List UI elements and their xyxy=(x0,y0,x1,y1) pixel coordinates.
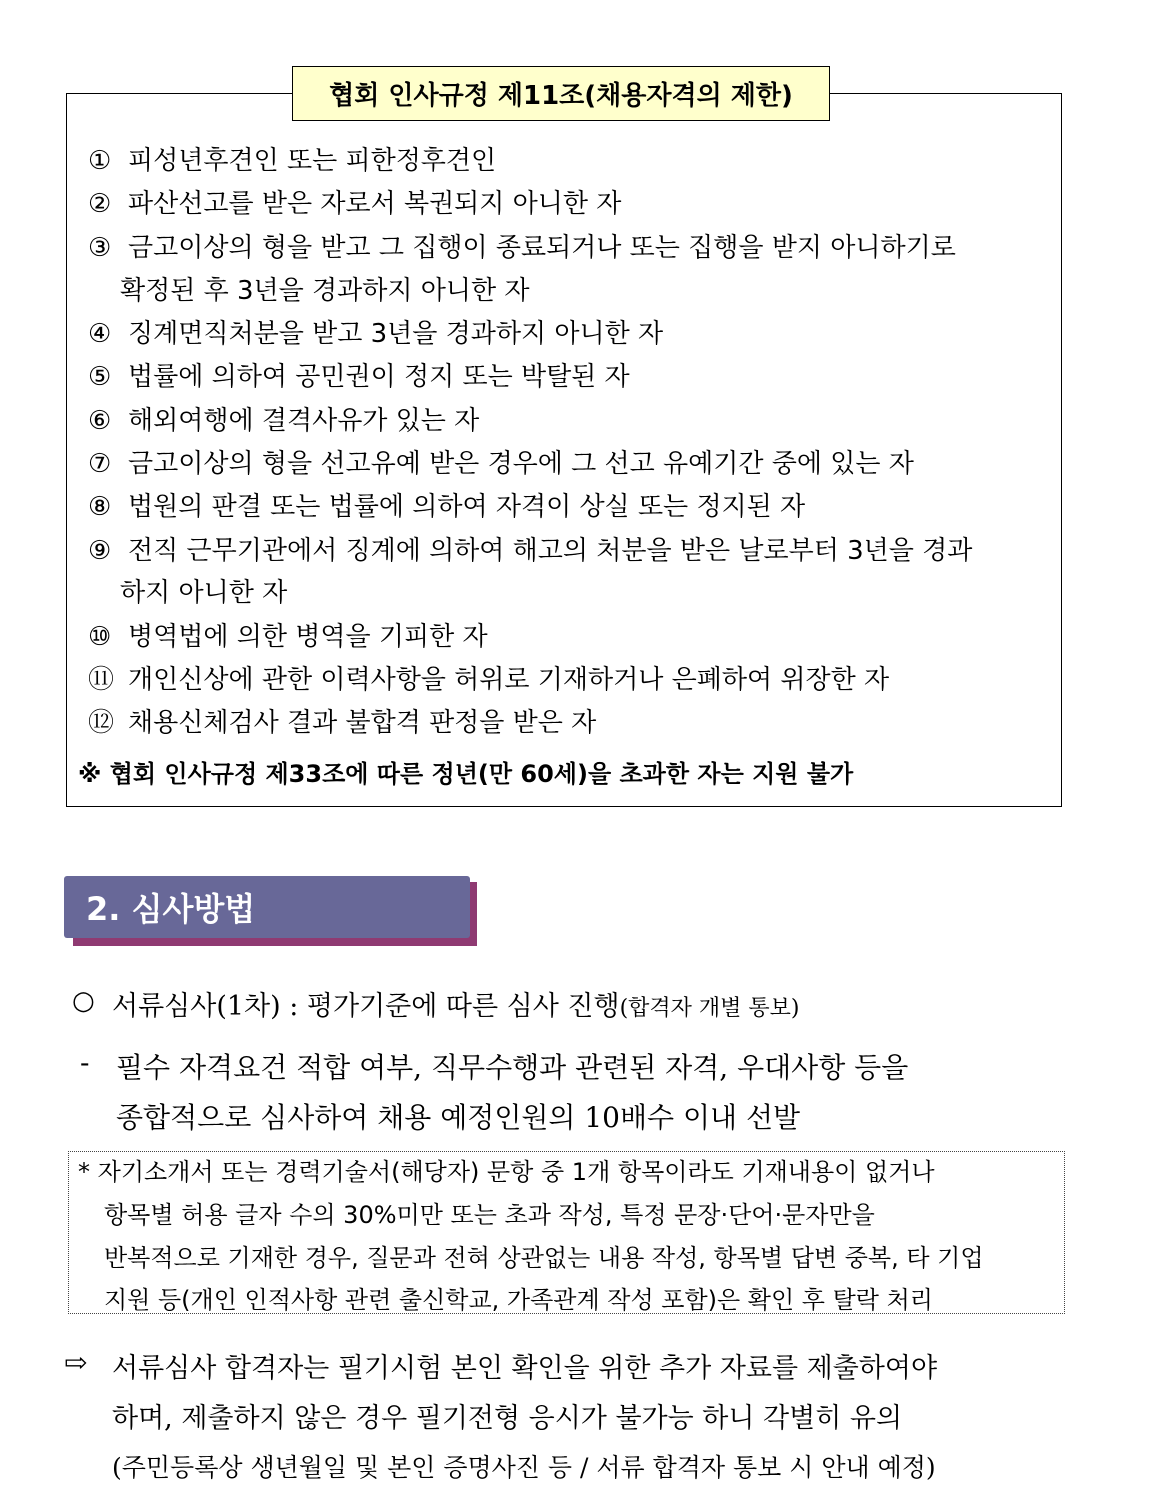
document-screening-line: 서류심사(1차) : 평가기준에 따른 심사 진행(합격자 개별 통보) xyxy=(112,991,800,1022)
regulation-title: 협회 인사규정 제11조(채용자격의 제한) xyxy=(292,66,830,121)
list-item: ② 파산선고를 받은 자로서 복권되지 아니한 자 xyxy=(88,189,622,219)
list-item: ⑫ 채용신체검사 결과 불합격 판정을 받은 자 xyxy=(88,708,597,738)
final-note-line-3: (주민등록상 생년월일 및 본인 증명사진 등 / 서류 합격자 통보 시 안내 예정) xyxy=(112,1453,936,1482)
note-line: 지원 등(개인 인적사항 관련 출신학교, 가족관계 작성 포함)은 확인 후 탈락 처리 xyxy=(104,1286,933,1314)
section-heading: 2. 심사방법 xyxy=(64,876,470,938)
bullet-icon: ○ xyxy=(72,986,95,1016)
arrow-icon: ⇨ xyxy=(64,1346,88,1379)
note-line: * 자기소개서 또는 경력기술서(해당자) 문항 중 1개 항목이라도 기재내용이 없거나 xyxy=(78,1158,935,1186)
final-note-line-1: 서류심사 합격자는 필기시험 본인 확인을 위한 추가 자료를 제출하여야 xyxy=(112,1353,938,1384)
list-item: ⑧ 법원의 판결 또는 법률에 의하여 자격이 상실 또는 정지된 자 xyxy=(88,492,806,522)
selection-criteria-line: 필수 자격요건 적합 여부, 직무수행과 관련된 자격, 우대사항 등을 xyxy=(116,1051,909,1084)
list-item: ④ 징계면직처분을 받고 3년을 경과하지 아니한 자 xyxy=(88,319,664,349)
list-item: ③ 금고이상의 형을 받고 그 집행이 종료되거나 또는 집행을 받지 아니하기로 xyxy=(88,233,956,263)
dash-marker: - xyxy=(80,1046,90,1079)
final-note-line-2: 하며, 제출하지 않은 경우 필기전형 응시가 불가능 하니 각별히 유의 xyxy=(112,1403,903,1434)
list-item: ⑤ 법률에 의하여 공민권이 정지 또는 박탈된 자 xyxy=(88,362,630,392)
list-item: ⑨ 전직 근무기관에서 징계에 의하여 해고의 처분을 받은 날로부터 3년을 경과 xyxy=(88,536,973,566)
list-item: ⑦ 금고이상의 형을 선고유예 받은 경우에 그 선고 유예기간 중에 있는 자 xyxy=(88,449,914,479)
age-limit-note: ※ 협회 인사규정 제33조에 따른 정년(만 60세)을 초과한 자는 지원 불가 xyxy=(78,760,854,788)
note-line: 반복적으로 기재한 경우, 질문과 전혀 상관없는 내용 작성, 항목별 답변 중복, 타 기업 xyxy=(104,1244,984,1272)
list-item: ⑩ 병역법에 의한 병역을 기피한 자 xyxy=(88,622,488,652)
list-item-continuation: 확정된 후 3년을 경과하지 아니한 자 xyxy=(120,276,530,306)
selection-criteria-line-2: 종합적으로 심사하여 채용 예정인원의 10배수 이내 선발 xyxy=(116,1101,801,1134)
list-item: ⑪ 개인신상에 관한 이력사항을 허위로 기재하거나 은폐하여 위장한 자 xyxy=(88,665,890,695)
note-line: 항목별 허용 글자 수의 30%미만 또는 초과 작성, 특정 문장·단어·문자만을 xyxy=(104,1201,875,1229)
list-item: ① 피성년후견인 또는 피한정후견인 xyxy=(88,146,497,176)
list-item: ⑥ 해외여행에 결격사유가 있는 자 xyxy=(88,406,480,436)
list-item-continuation: 하지 아니한 자 xyxy=(120,578,288,608)
